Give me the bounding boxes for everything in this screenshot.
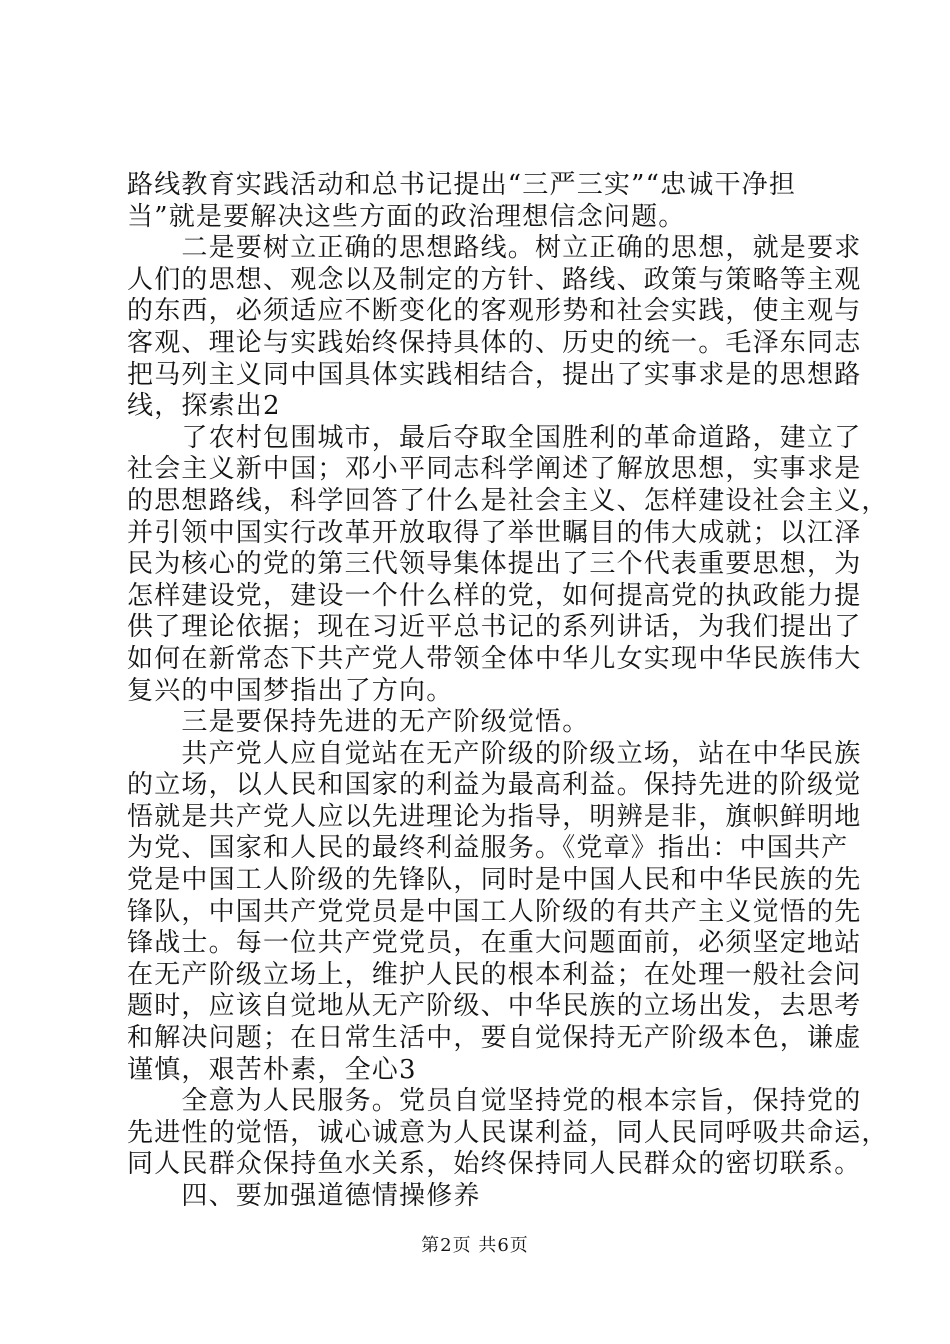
- text-line: 线，探索出2: [127, 391, 281, 422]
- text-line: 民为核心的党的第三代领导集体提出了三个代表重要思想，为: [127, 549, 862, 580]
- text-line: 的东西，必须适应不断变化的客观形势和社会实践，使主观与: [127, 296, 862, 327]
- page-number-footer: 第2页 共6页: [421, 1235, 529, 1256]
- text-line: 先进性的觉悟，诚心诚意为人民谋利益，同人民同呼吸共命运，: [127, 1117, 889, 1148]
- text-line: 把马列主义同中国具体实践相结合，提出了实事求是的思想路: [127, 359, 862, 390]
- text-line: 为党、国家和人民的最终利益服务。《党章》指出：中国共产: [127, 833, 849, 864]
- text-line: 并引领中国实行改革开放取得了举世瞩目的伟大成就；以江泽: [127, 517, 862, 548]
- text-line: 二是要树立正确的思想路线。树立正确的思想，就是要求: [127, 233, 862, 264]
- text-line: 客观、理论与实践始终保持具体的、历史的统一。毛泽东同志: [127, 327, 862, 358]
- text-line: 同人民群众保持鱼水关系，始终保持同人民群众的密切联系。: [127, 1149, 862, 1180]
- text-line: 社会主义新中国；邓小平同志科学阐述了解放思想，实事求是: [127, 454, 862, 485]
- text-line: 和解决问题；在日常生活中，要自觉保持无产阶级本色，谦虚: [127, 1023, 862, 1054]
- text-line: 全意为人民服务。党员自觉坚持党的根本宗旨，保持党的: [127, 1086, 862, 1117]
- text-line: 人们的思想、观念以及制定的方针、路线、政策与策略等主观: [127, 264, 862, 295]
- text-line: 怎样建设党，建设一个什么样的党，如何提高党的执政能力提: [127, 580, 862, 611]
- text-line: 的立场，以人民和国家的利益为最高利益。保持先进的阶级觉: [127, 770, 862, 801]
- text-line: 三是要保持先进的无产阶级觉悟。: [127, 707, 590, 738]
- body-text: [127, 170, 889, 1213]
- text-line: 当”就是要解决这些方面的政治理想信念问题。: [127, 201, 686, 232]
- text-line: 锋队，中国共产党党员是中国工人阶级的有共产主义觉悟的先: [127, 896, 862, 927]
- text-line: 供了理论依据；现在习近平总书记的系列讲话，为我们提出了: [127, 612, 862, 643]
- text-line: 四、要加强道德情操修养: [127, 1181, 481, 1211]
- text-line: 复兴的中国梦指出了方向。: [127, 675, 454, 706]
- text-line: 锋战士。每一位共产党党员，在重大问题面前，必须坚定地站: [127, 928, 862, 959]
- text-line: 了农村包围城市，最后夺取全国胜利的革命道路，建立了: [127, 422, 862, 453]
- text-line: 在无产阶级立场上，维护人民的根本利益；在处理一般社会问: [127, 959, 862, 990]
- text-line: 悟就是共产党人应以先进理论为指导，明辨是非，旗帜鲜明地: [127, 801, 862, 832]
- text-line: 谨慎，艰苦朴素，全心3: [127, 1054, 417, 1085]
- text-line: 党是中国工人阶级的先锋队，同时是中国人民和中华民族的先: [127, 865, 862, 896]
- text-line: 路线教育实践活动和总书记提出“三严三实”“忠诚干净担: [127, 170, 797, 200]
- text-line: 题时，应该自觉地从无产阶级、中华民族的立场出发，去思考: [127, 991, 862, 1022]
- text-line: 如何在新常态下共产党人带领全体中华儿女实现中华民族伟大: [127, 643, 862, 674]
- text-line: 共产党人应自觉站在无产阶级的阶级立场，站在中华民族: [127, 738, 862, 769]
- text-line: 的思想路线，科学回答了什么是社会主义、怎样建设社会主义，: [127, 485, 889, 516]
